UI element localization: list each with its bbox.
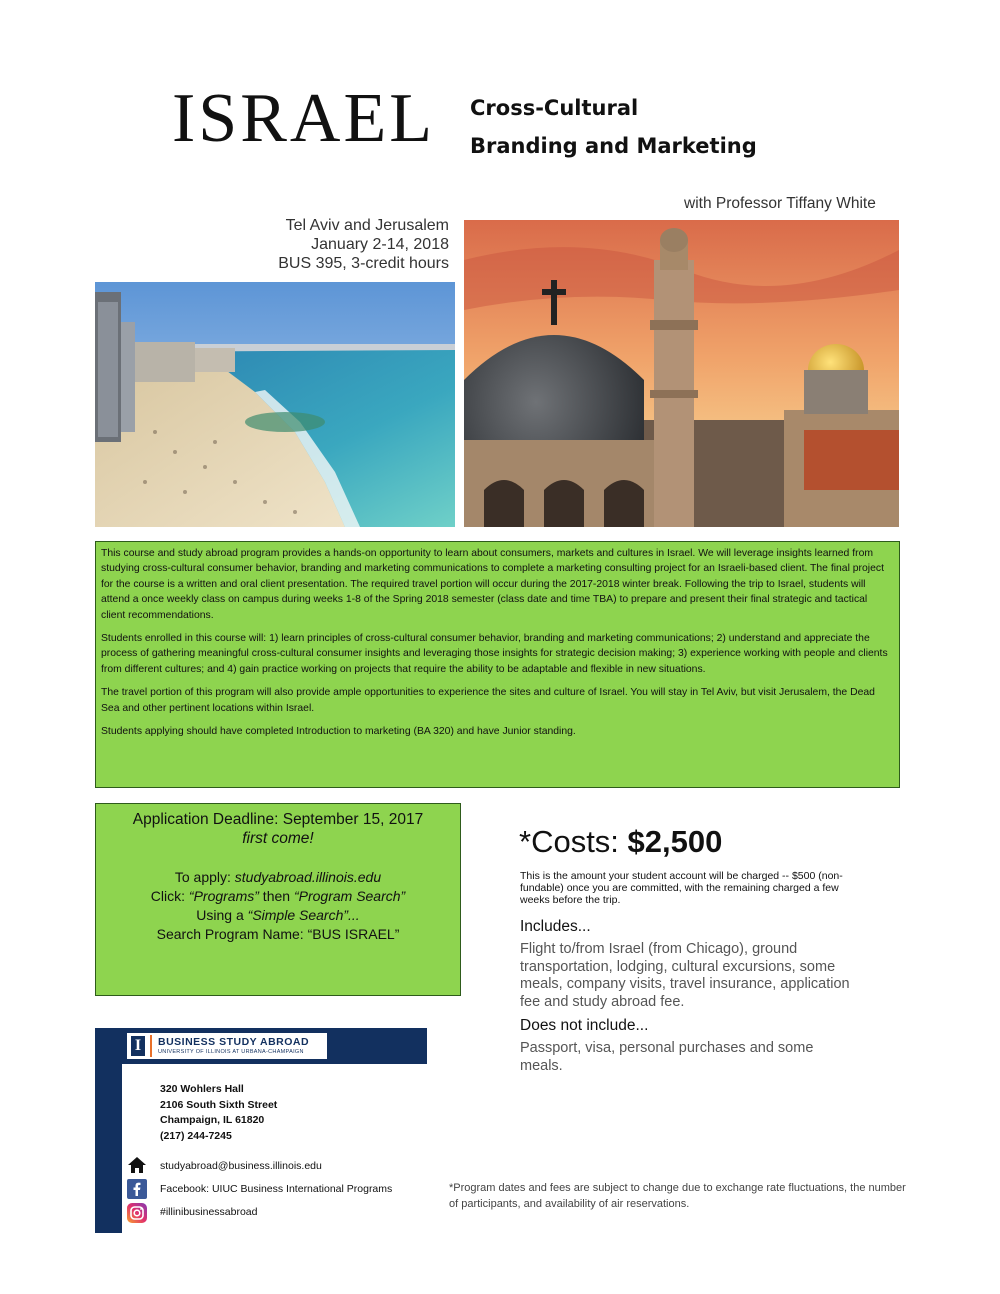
excludes-heading: Does not include... <box>520 1017 649 1034</box>
course-title-line1: Cross-Cultural <box>470 96 639 120</box>
phone-number: (217) 244-7245 <box>160 1129 232 1142</box>
logo-title: BUSINESS STUDY ABROAD <box>158 1036 310 1048</box>
apply-instructions-line: Click: “Programs” then “Program Search” <box>150 888 406 904</box>
program-meta <box>278 216 449 273</box>
email-link[interactable]: studyabroad@business.illinois.edu <box>160 1160 322 1172</box>
description-paragraph: This course and study abroad program provides a hands-on opportunity to learn about consumers, markets and cultures in Israel. We will leverage insights learned from studying cross-cultural consumer behavior, branding and marketing communications to complete a marketing consulting project for an Israeli-based client. The final project for the course is a written and oral client presentation. The required travel portion will occur during the 2017-2018 winter break. Following the trip to Israel, students will attend a once weekly class on campus during weeks 1-8 of the Spring 2018 semester (class date and time TBA) to prepare and present their final strategic and tactical client recommendations. <box>101 548 884 621</box>
excludes-text: Passport, visa, personal purchases and some meals. <box>520 1040 814 1074</box>
facebook-icon <box>127 1179 147 1199</box>
jerusalem-skyline-photo <box>464 220 899 527</box>
instagram-hashtag[interactable]: #illinibusinessabroad <box>160 1206 258 1218</box>
footnote: *Program dates and fees are subject to change due to exchange rate fluctuations, the number of participants, and availability of air reservations. <box>449 1182 906 1210</box>
page-title: ISRAEL <box>172 80 435 157</box>
first-come: first come! <box>242 830 314 847</box>
logo-subtitle: UNIVERSITY OF ILLINOIS AT URBANA-CHAMPAIGN <box>158 1049 304 1055</box>
description-paragraph: Students applying should have completed Introduction to marketing (BA 320) and have Junior standing. <box>101 726 576 738</box>
apply-instructions-line: Using a “Simple Search”... <box>196 907 360 923</box>
program-description <box>95 541 900 788</box>
professor-line: with Professor Tiffany White <box>684 195 876 212</box>
course-title-line2: Branding and Marketing <box>470 134 757 158</box>
dates: January 2-14, 2018 <box>311 236 449 253</box>
includes-text: Flight to/from Israel (from Chicago), ground transportation, lodging, cultural excursions, some meals, company visits, travel insurance, application fee and study abroad fee. <box>520 941 850 1010</box>
application-deadline: Application Deadline: September 15, 2017 <box>132 811 424 828</box>
course-title <box>470 89 757 165</box>
application-box <box>95 803 461 996</box>
includes-heading: Includes... <box>520 918 591 935</box>
home-icon <box>127 1155 147 1175</box>
description-paragraph: The travel portion of this program will also provide ample opportunities to experience the sites and culture of Israel. You will stay in Tel Aviv, but visit Jerusalem, the Dead Sea and other pertinent locations within Israel. <box>101 687 875 714</box>
illinois-logo-icon: I <box>131 1036 145 1056</box>
mailing-address: 320 Wohlers Hall 2106 South Sixth Street Champaign, IL 61820 (217) 244-7245 <box>160 1082 277 1144</box>
apply-instructions-line: Search Program Name: “BUS ISRAEL” <box>156 926 400 942</box>
facebook-link[interactable]: Facebook: UIUC Business International Programs <box>160 1183 393 1195</box>
costs-note: This is the amount your student account will be charged -- $500 (non-fundable) once you are committed, with the remaining charged a few weeks before the trip. <box>520 870 843 906</box>
location: Tel Aviv and Jerusalem <box>285 217 449 234</box>
course-code: BUS 395, 3-credit hours <box>278 255 449 272</box>
instagram-icon <box>127 1203 147 1223</box>
tel-aviv-beach-photo <box>95 282 455 527</box>
apply-instructions-line: To apply: studyabroad.illinois.edu <box>174 869 382 885</box>
costs-amount: $2,500 <box>627 824 723 859</box>
description-paragraph: Students enrolled in this course will: 1) learn principles of cross-cultural consumer behavior, branding and marketing communications; 2) understand and appreciate the process of gathering meaningful cross-cultural consumer insights and leveraging those insights for strategic decision making; 3) experience working with people and clients from different cultures; and 4) gain practice working on projects that require the ability to be adaptable and flexible in new situations. <box>101 633 888 675</box>
apply-url-link[interactable]: studyabroad.illinois.edu <box>234 869 382 885</box>
costs-heading: *Costs: $2,500 <box>519 824 723 859</box>
logo-divider <box>150 1035 152 1057</box>
contact-side-bar <box>95 1028 122 1233</box>
